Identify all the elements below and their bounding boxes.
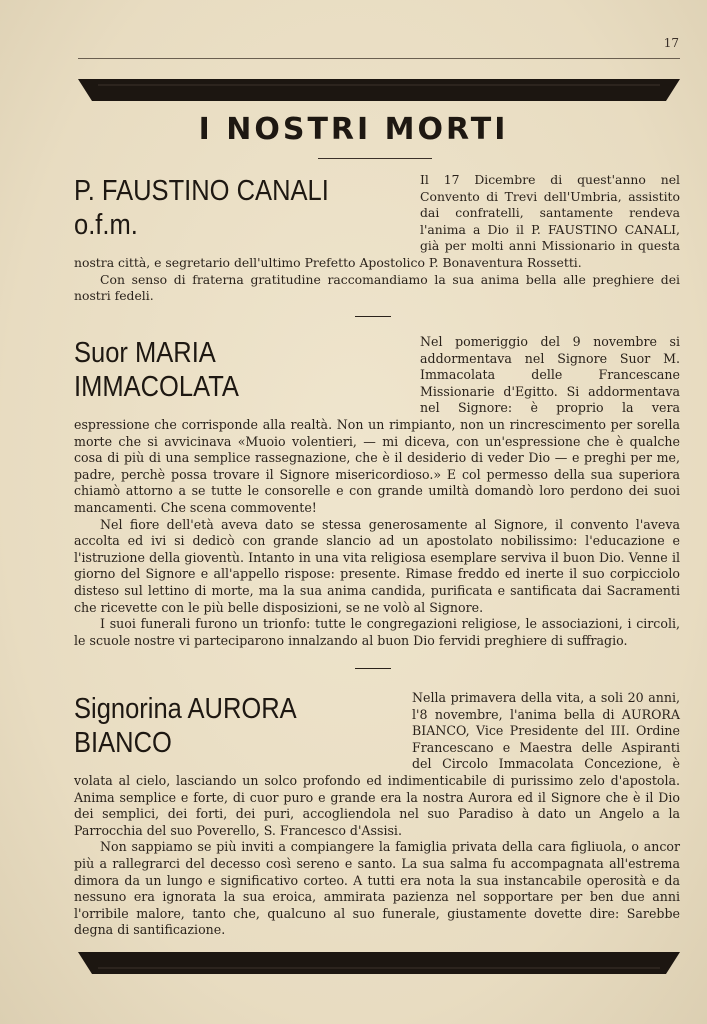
title-underline: [318, 158, 432, 159]
obituary-maria-immacolata: [74, 334, 680, 649]
paragraph: Non sappiamo se più inviti a compiangere la famiglia privata della cara figliuola, o ancor più a rallegrarci del decesso così sereno e santo. La sua salma fu accompagnata all'estrema dimora da un lungo e significativo corteo. A tutti era nota la sua instancabile operosità e da nessuno era ignorata la sua eroica, ammirata pazienza nel sopportare per ben due anni l'orribile malore, tanto che, qualcuno al suo funerale, giustamente dovette dire: Sarebbe degna di santificazione.: [74, 839, 680, 938]
page-number: 17: [663, 36, 679, 50]
section-divider: [355, 316, 391, 317]
paragraph: Il 17 Dicembre di quest'anno nel Convento di Trevi dell'Umbria, assistito dai confratelli, santamente rendeva l'anima a Dio il P. FAUSTINO CANALI, già per molti anni Missionario in questa nostra città, e segretario dell'ultimo Prefetto Apostolico P. Bonaventura Rossetti.: [74, 172, 680, 270]
section-divider: [355, 668, 391, 669]
obituary-faustino-canali: [74, 172, 680, 305]
ornamental-band-top: [78, 79, 680, 101]
paragraph: I suoi funerali furono un trionfo: tutte le congregazioni religiose, le associazioni, i circoli, le scuole nostre vi parteciparono innalzando al buon Dio fervidi preghiere di suffragio.: [74, 616, 680, 648]
obituary-aurora-bianco: [74, 690, 680, 939]
obituary-name: P. FAUSTINO CANALI o.f.m.: [74, 175, 329, 241]
ornamental-band-bottom: [78, 952, 680, 974]
paragraph: Con senso di fraterna gratitudine raccomandiamo la sua anima bella alle preghiere dei nostri fedeli.: [74, 271, 680, 304]
header-rule: [78, 58, 680, 59]
paragraph: Nella primavera della vita, a soli 20 anni, l'8 novembre, l'anima bella di AURORA BIANCO, Vice Presidente del III. Ordine Francescano e Maestra delle Aspiranti del Circolo Immacolata Concezione, è volata al cielo, lasciando un solco profondo ed indimenticabile di purissimo zelo d'apostola. Anima semplice e forte, di cuor puro e grande era la nostra Aurora ed il Signore che è il Dio dei semplici, dei forti, dei puri, accogliendola nel suo Paradiso à dato un Angelo a la Parrocchia del suo Poverello, S. Francesco d'Assisi.: [74, 690, 680, 838]
obituary-name: Suor MARIA IMMACOLATA: [74, 337, 239, 403]
paragraph: Nel fiore dell'età aveva dato se stessa generosamente al Signore, il convento l'aveva accolta ed ivi si dedicò con grande slancio ad un apostolato nobilissimo: l'educazione e l'istruzione della gioventù. Intanto in una vita religiosa esemplare serviva il buon Dio. Venne il giorno del Signore e all'appello rispose: presente. Rimase freddo ed inerte il suo corpicciolo disteso sul lettino di morte, ma la sua anima candida, purificata e santificata dai Sacramenti che ricevette con le più belle disposizioni, se ne volò al Signore.: [74, 516, 680, 615]
section-title: I NOSTRI MORTI: [198, 112, 509, 147]
obituary-name: Signorina AURORA BIANCO: [74, 693, 296, 759]
paragraph: Nel pomeriggio del 9 novembre si addormentava nel Signore Suor M. Immacolata delle Francescane Missionarie d'Egitto. Si addormentava nel Signore: è proprio la vera espressione che corrisponde alla realtà. Non un rimpianto, non un rincrescimento per sorella morte che si avvicinava «Muoio volentieri, — mi diceva, con un'espressione che è qualche cosa di più di una semplice rassegnazione, che è il desiderio di veder Dio — e preghi per me, padre, perchè possa trovare il Signore misericordioso.» E col permesso della sua superiora chiamò attorno a se tutte le consorelle e con grande umiltà domandò loro perdono dei suoi mancamenti. Che scena commovente!: [74, 334, 680, 515]
